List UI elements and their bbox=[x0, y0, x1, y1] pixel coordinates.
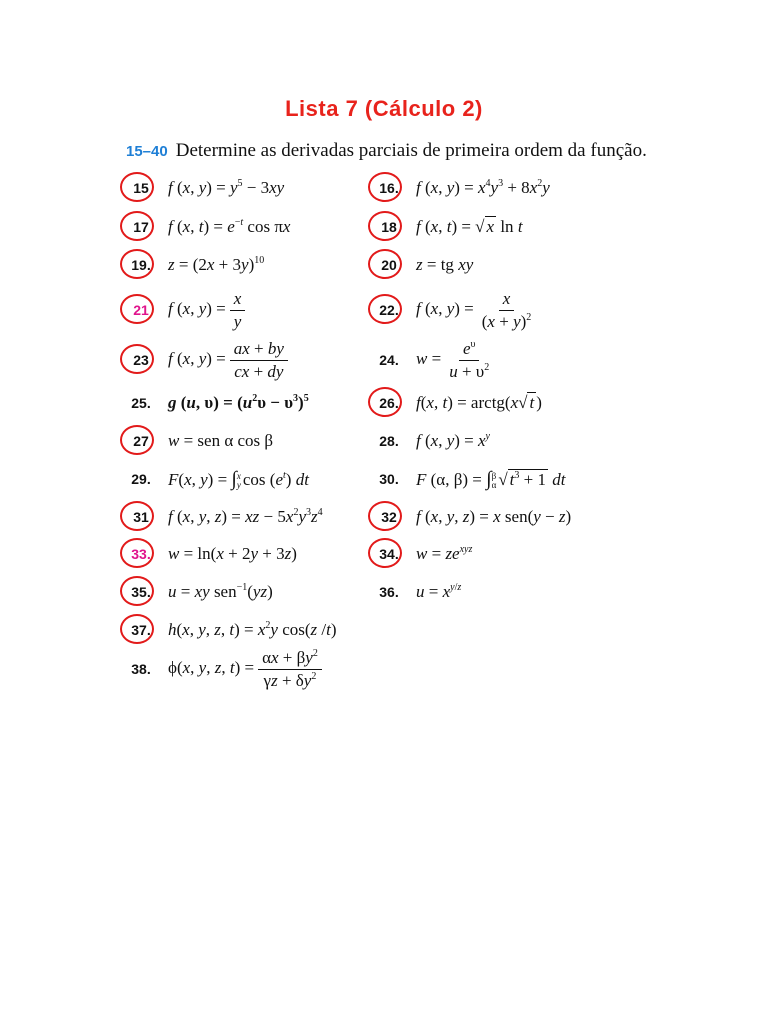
problem-number: 34. bbox=[372, 546, 406, 562]
problem-number: 15 bbox=[124, 180, 158, 196]
instruction-text: Determine as derivadas parciais de primeira ordem da função. bbox=[175, 140, 647, 161]
problem-expression: z = tg xy bbox=[416, 255, 474, 274]
problem-19 bbox=[124, 247, 264, 283]
problem-number: 30. bbox=[379, 471, 399, 487]
problem-16 bbox=[372, 170, 550, 206]
problem-30 bbox=[372, 461, 565, 497]
problem-37 bbox=[124, 612, 337, 648]
instruction bbox=[126, 140, 647, 162]
problem-expression: f (x, $y) = y^5 - 3xy$ bbox=[168, 178, 285, 197]
problem-expression: f (x, y) = $\frac{x}{y}$ bbox=[168, 289, 249, 331]
problem-expression: w = sen α cos β bbox=[168, 431, 274, 450]
problem-expression: g (u, $\upsilon) = (u^2\upsilon - \upsilon^3)^5$ bbox=[168, 393, 309, 412]
problem-number: 38. bbox=[131, 661, 151, 677]
problem-number: 26. bbox=[372, 395, 406, 411]
problem-number: 27 bbox=[124, 433, 158, 449]
exercise-range: 15–40 bbox=[126, 143, 168, 160]
problem-20 bbox=[372, 247, 473, 283]
problem-number: 32 bbox=[372, 509, 406, 525]
problem-number: 22. bbox=[372, 302, 406, 318]
problem-expression: f (x, y, z) = x sen(y − z) bbox=[416, 507, 572, 526]
page-title: Lista 7 (Cálculo 2) bbox=[285, 96, 483, 121]
problem-expression: w = $\frac{e^\upsilon}{u + \upsilon^2}$ bbox=[416, 338, 490, 381]
problem-expression: w = ln(x + 2y + 3z) bbox=[168, 544, 297, 563]
problem-expression: h(x, y, z, $t) = x^2y$ cos(z /t) bbox=[168, 620, 337, 639]
problem-number: 23 bbox=[124, 352, 158, 368]
problem-number: 36. bbox=[379, 584, 399, 600]
problem-expression: f (x, y, z) = xz − $5x^2y^3z^4$ bbox=[168, 507, 323, 526]
problem-number: 35. bbox=[124, 584, 158, 600]
problem-35 bbox=[124, 574, 273, 610]
problem-expression: f (x, y) = $\frac{x}{(x + y)^2}$ bbox=[416, 288, 532, 331]
problem-22 bbox=[372, 290, 539, 330]
problem-expression: f (x, $y) = x^4y^3 + 8x^2y$ bbox=[416, 178, 550, 197]
problem-21 bbox=[124, 290, 249, 330]
problem-32 bbox=[372, 499, 571, 535]
problem-number: 16. bbox=[372, 180, 406, 196]
problem-27 bbox=[124, 423, 273, 459]
problem-number: 18 bbox=[372, 219, 406, 235]
problem-33 bbox=[124, 536, 297, 572]
problem-24 bbox=[372, 340, 497, 380]
problem-expression: f (x, y) = $\frac{ax + by}{cx + dy}$ bbox=[168, 339, 292, 381]
problem-number: 24. bbox=[379, 352, 399, 368]
problem-31 bbox=[124, 499, 323, 535]
problem-expression: f (x, t) = √ x ln t bbox=[416, 217, 523, 236]
problem-25 bbox=[124, 385, 309, 421]
problem-26 bbox=[372, 385, 542, 421]
problem-expression: f(x, t) = arctg(x√ t ) bbox=[416, 393, 542, 412]
problem-23 bbox=[124, 340, 292, 380]
problem-38 bbox=[124, 646, 326, 692]
problem-number: 20 bbox=[372, 257, 406, 273]
problem-number: 25. bbox=[131, 395, 151, 411]
problem-expression: $w = ze^{xyz}$ bbox=[416, 544, 473, 563]
problem-36 bbox=[372, 574, 461, 610]
problem-29 bbox=[124, 461, 309, 497]
problem-15 bbox=[124, 170, 284, 206]
problem-28 bbox=[372, 423, 490, 459]
problem-18 bbox=[372, 209, 523, 245]
problem-number: 21 bbox=[124, 302, 158, 318]
problem-expression: F(x, y) = ∫ x y $\cos (e^t)$ dt bbox=[168, 467, 309, 490]
problem-expression: $z = (2x + 3y)^{10}$ bbox=[168, 255, 265, 274]
problem-17 bbox=[124, 209, 290, 245]
problem-number: 29. bbox=[131, 471, 151, 487]
problem-expression: $u = x^{y/z}$ bbox=[416, 582, 462, 601]
problem-34 bbox=[372, 536, 472, 572]
problem-number: 28. bbox=[379, 433, 399, 449]
problem-expression: f (x, $t) = e^{-t}$ cos πx bbox=[168, 217, 291, 236]
problem-number: 33. bbox=[124, 546, 158, 562]
problem-number: 17 bbox=[124, 219, 158, 235]
problem-expression: u = xy sen$^{-1}$(yz) bbox=[168, 582, 273, 601]
problem-number: 37. bbox=[124, 622, 158, 638]
problem-number: 31 bbox=[124, 509, 158, 525]
problem-number: 19. bbox=[124, 257, 158, 273]
problem-expression: f (x, $y) = x^y$ bbox=[416, 431, 490, 450]
problem-expression: F (α, β) = ∫ β α √ $t^3 + 1$ dt bbox=[416, 467, 566, 490]
problem-expression: ϕ(x, y, z, t) = $\frac{\alpha x + \beta y^2}{\gamma z + \delta y^2}$ bbox=[168, 648, 326, 690]
